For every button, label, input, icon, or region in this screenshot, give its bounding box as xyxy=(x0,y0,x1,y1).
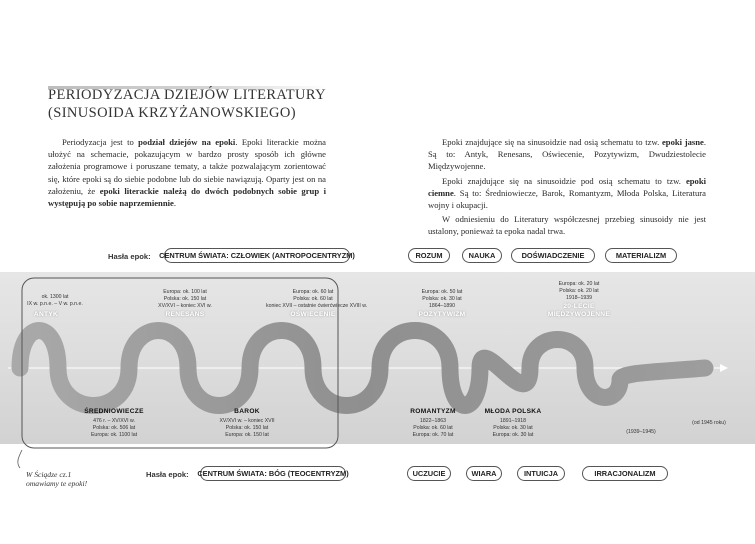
romantyzm-details: 1822–1863 Polska: ok. 60 lat Europa: ok. 70 lat xyxy=(412,418,454,438)
title-line-1: PERIODYZACJA DZIEJÓW LITERATURY xyxy=(48,87,326,103)
title-line-2: (SINUSOIDA KRZYŻANOWSKIEGO) xyxy=(48,105,297,121)
wojna-details: (1939–1945) xyxy=(626,429,656,435)
bright-eras-paragraph: Epoki znajdujące się na sinusoidzie nad osią schematu to tzw. epoki jasne. Są to: Antyk, Renesans, Oświecenie, Pozytywizm, Dwudziestolecie Międzywojenne. xyxy=(428,137,706,172)
renesans-details: Europa: ok. 100 lat Polska: ok. 150 lat XV/XVI – koniec XVI w. xyxy=(158,289,212,309)
slogan-feeling: UCZUCIE xyxy=(407,466,451,481)
slogan-faith: WIARA xyxy=(466,466,502,481)
top-slogans-label: Hasła epok: xyxy=(108,252,151,261)
era-oswiecenie: OŚWIECENIE xyxy=(290,311,336,318)
era-sredniowiecze: ŚREDNIOWIECZE xyxy=(84,408,144,415)
era-renesans: RENESANS xyxy=(165,311,205,318)
slogan-experience: DOŚWIADCZENIE xyxy=(511,248,595,263)
antyk-details: ok. 1300 lat IX w. p.n.e. – V w. p.n.e. xyxy=(27,294,83,307)
dwudziestolecie-details: Europa: ok. 20 lat Polska: ok. 20 lat 1918–1939 xyxy=(558,281,600,301)
slogan-materialism: MATERIALIZM xyxy=(605,248,677,263)
note-pointer-icon xyxy=(18,450,22,468)
axis-arrow-icon xyxy=(720,364,728,372)
slogan-irrationalism: IRRACJONALIZM xyxy=(582,466,668,481)
era-romantyzm: ROMANTYZM xyxy=(410,408,456,415)
bottom-slogans-label: Hasła epok: xyxy=(146,470,189,479)
slogan-reason: ROZUM xyxy=(408,248,450,263)
slogan-science: NAUKA xyxy=(462,248,502,263)
era-mloda-polska: MŁODA POLSKA xyxy=(484,408,542,415)
era-dwudziestolecie: 20-LECIE MIĘDZYWOJENNE xyxy=(547,303,611,318)
era-pozytywizm: POZYTYWIZM xyxy=(418,311,466,318)
era-barok: BAROK xyxy=(234,408,260,415)
pozytywizm-details: Europa: ok. 50 lat Polska: ok. 30 lat 1864–1890 xyxy=(421,289,463,309)
era-antyk: ANTYK xyxy=(33,311,59,318)
wspolczesnosc-details: (od 1945 roku) xyxy=(692,420,726,426)
intro-paragraph: Periodyzacja jest to podział dziejów na epoki. Epoki literackie można ułożyć na schemacie, pokazującym w bardzo prosty sposób ich główne założenia programowe i poruszane tematy, a także pozwalającym zorientować się, które epoki są do siebie podobne lub do siebie nawiązują. Oparty jest on na założeniu, że epoki literackie należą do dwóch podobnych sobie grup i występują po sobie naprzemiennie. xyxy=(48,137,327,209)
contemporary-paragraph: W odniesieniu do Literatury współczesnej przebieg sinusoidy nie jest ustalony, ponieważ ta epoka nadal trwa. xyxy=(428,214,706,237)
slogan-theocentrism: CENTRUM ŚWIATA: BÓG (TEOCENTRYZM) xyxy=(200,466,346,481)
oswiecenie-details: Europa: ok. 60 lat Polska: ok. 60 lat koniec XVII – ostatnie ćwierćwiecze XVIII w. xyxy=(266,289,368,309)
handwritten-note: W Ściądze cz.1 omawiamy te epoki! xyxy=(26,470,88,488)
barok-details: XV/XVI w. – koniec XVII Polska: ok. 150 lat Europa: ok. 150 lat xyxy=(219,418,275,438)
slogan-anthropocentrism: CENTRUM ŚWIATA: CZŁOWIEK (ANTROPOCENTRYZM) xyxy=(164,248,350,263)
dark-eras-paragraph: Epoki znajdujące się na sinusoidzie pod osią schematu to tzw. epoki ciemne. Są to: Średniowiecze, Barok, Romantyzm, Młoda Polska, Literatura wojny i okupacji. xyxy=(428,175,706,211)
mloda-polska-details: 1891–1918 Polska: ok. 30 lat Europa: ok. 30 lat xyxy=(492,418,534,438)
sredniowiecze-details: 476 r. – XV/XVI w. Polska: ok. 506 lat Europa: ok. 1100 lat xyxy=(90,418,138,438)
slogan-intuition: INTUICJA xyxy=(517,466,565,481)
